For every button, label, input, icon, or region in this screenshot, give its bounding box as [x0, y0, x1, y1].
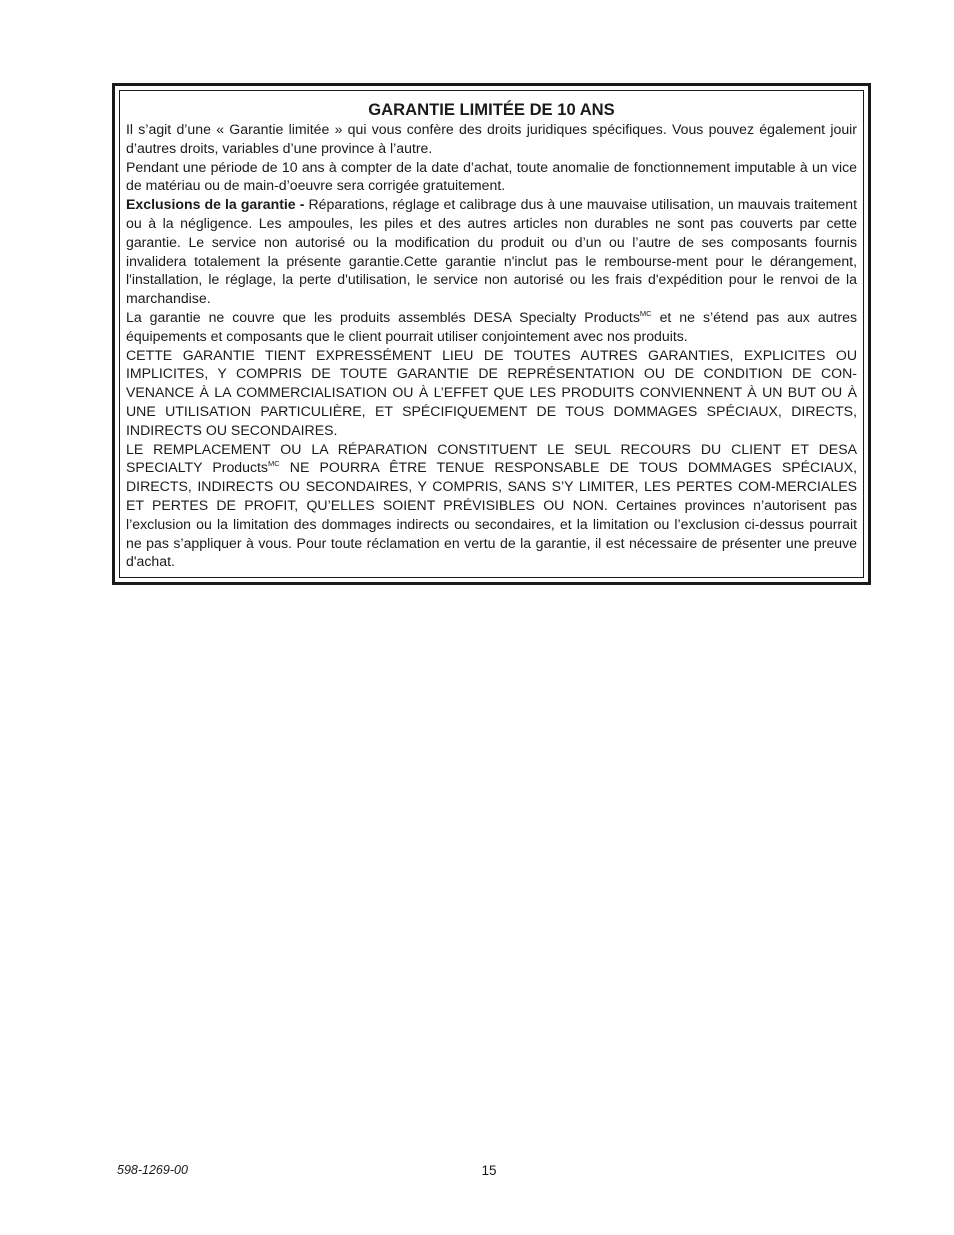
coverage-text-b: et ne s’étend pas aux autres équipements et composants que le client pourrait utiliser conjointement avec nos produits.	[126, 308, 857, 344]
warranty-title: GARANTIE LIMITÉE DE 10 ANS	[368, 100, 615, 119]
warranty-box	[112, 83, 871, 585]
remedy-text-b: NE POURRA ÊTRE TENUE RESPONSABLE DE TOUS DOMMAGES SPÉCIAUX, DIRECTS, INDIRECTS OU SECONDAIRES, Y COMPRIS, SANS S’Y LIMITER, LES PERTES COM-MERCIALES ET PERTES DE PROFIT, QU’ELLES SOIENT PRÉVISIBLES OU NON. Certaines provinces n’autorisent pas l’exclusion ou la limitation des dommages indirects ou secondaires, et la limitation ou l’exclusion ci-dessus pourrait ne pas s’appliquer à vous. Pour toute réclamation en vertu de la garantie, il est nécessaire de présenter une preuve d'achat.	[126, 459, 858, 570]
remedy-text-a: LE REMPLACEMENT OU LA RÉPARATION CONSTITUENT LE SEUL RECOURS DU CLIENT ET DESA SPECIALTY Products	[126, 440, 857, 476]
warranty-paragraph-1: Il s’agit d’une « Garantie limitée » qui vous confère des droits juridiques spécifiques. Vous pouvez également jouir d’autres droits, variables d’une province à l’autre.	[126, 121, 857, 156]
warranty-paragraph-4	[126, 308, 857, 346]
exclusions-text: Réparations, réglage et calibrage dus à une mauvaise utilisation, un mauvais traitement ou à la négligence. Les ampoules, les piles et des autres articles non durables ne sont pas couverts par cette garantie. Le service non autorisé ou la modification du produit ou d’un ou l’autre de ses composants fournis invalidera totalement la présente garantie.Cette garantie n'inclut pas le rembourse-ment pour le dérangement, l'installation, le réglage, la perte d'utilisation, le service non autorisé ou les frais d'expédition pour le renvoi de la marchandise.	[126, 196, 857, 307]
trademark-mark: MC	[639, 308, 652, 318]
warranty-paragraph-5: CETTE GARANTIE TIENT EXPRESSÉMENT LIEU DE TOUTES AUTRES GARANTIES, EXPLICITES OU IMPLICITES, Y COMPRIS DE TOUTE GARANTIE DE REPRÉSENTATION OU DE CONDITION DE CON-VENANCE À LA COMMERCIALISATION OU À L’EFFET QUE LES PRODUITS CONVIENNENT À UN BUT OU À UNE UTILISATION PARTICULIÈRE, ET SPÉCIFIQUEMENT DE TOUS DOMMAGES SPÉCIAUX, DIRECTS, INDIRECTS OU SECONDAIRES.	[126, 346, 857, 438]
trademark-mark: MC	[267, 459, 280, 469]
page-number: 15	[481, 1163, 497, 1178]
warranty-paragraph-3	[126, 195, 857, 308]
coverage-text-a: La garantie ne couvre que les produits assemblés DESA Specialty Products	[126, 308, 640, 325]
warranty-paragraph-6	[126, 440, 857, 572]
warranty-inner-border	[119, 90, 864, 578]
warranty-paragraph-2: Pendant une période de 10 ans à compter de la date d’achat, toute anomalie de fonctionnement imputable à un vice de matériau ou de main-d’oeuvre sera corrigée gratuitement.	[126, 158, 857, 194]
exclusions-label: Exclusions de la garantie -	[126, 196, 309, 213]
warranty-content	[126, 99, 857, 571]
document-number: 598-1269-00	[117, 1163, 188, 1177]
